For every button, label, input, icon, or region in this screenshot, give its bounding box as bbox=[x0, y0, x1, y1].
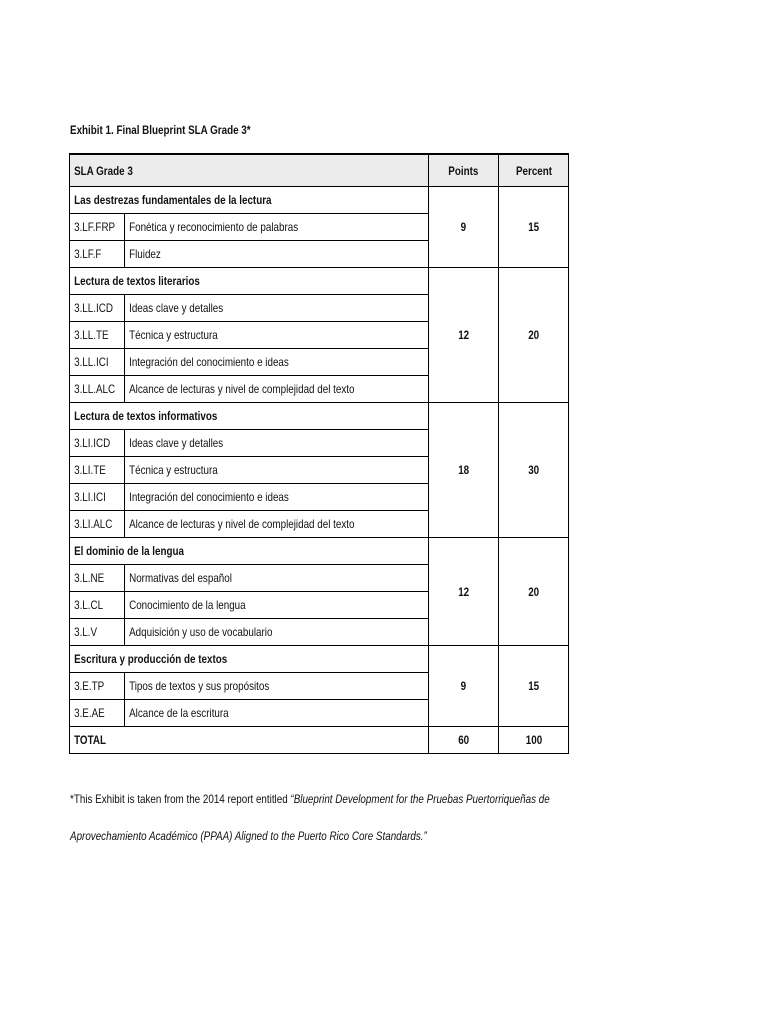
total-percent: 100 bbox=[499, 727, 569, 754]
group-title: Las destrezas fundamentales de la lectura bbox=[70, 187, 429, 214]
header-row bbox=[70, 154, 569, 187]
standard-description: Ideas clave y detalles bbox=[125, 430, 429, 457]
standard-description: Alcance de lecturas y nivel de complejidad del texto bbox=[125, 511, 429, 538]
header-sla-grade: SLA Grade 3 bbox=[70, 154, 429, 187]
footnote-title-part1: “Blueprint Development for the Pruebas Puertorriqueñas de bbox=[290, 792, 550, 806]
standard-code: 3.E.AE bbox=[70, 700, 125, 727]
standard-code: 3.LI.ICI bbox=[70, 484, 125, 511]
standard-code: 3.LF.F bbox=[70, 241, 125, 268]
group-points: 12 bbox=[429, 538, 499, 646]
group-row bbox=[70, 646, 569, 673]
header-percent: Percent bbox=[499, 154, 569, 187]
standard-description: Alcance de la escritura bbox=[125, 700, 429, 727]
group-percent: 15 bbox=[499, 187, 569, 268]
standard-code: 3.LL.ICD bbox=[70, 295, 125, 322]
footnote-prefix: *This Exhibit is taken from the 2014 report entitled bbox=[70, 792, 291, 806]
group-points: 9 bbox=[429, 187, 499, 268]
standard-description: Integración del conocimiento e ideas bbox=[125, 349, 429, 376]
group-row bbox=[70, 403, 569, 430]
total-points: 60 bbox=[429, 727, 499, 754]
group-points: 18 bbox=[429, 403, 499, 538]
group-title: Lectura de textos informativos bbox=[70, 403, 429, 430]
group-points: 9 bbox=[429, 646, 499, 727]
standard-code: 3.L.V bbox=[70, 619, 125, 646]
standard-code: 3.E.TP bbox=[70, 673, 125, 700]
standard-description: Fluidez bbox=[125, 241, 429, 268]
group-row bbox=[70, 538, 569, 565]
exhibit-title: Exhibit 1. Final Blueprint SLA Grade 3* bbox=[70, 123, 251, 137]
group-row bbox=[70, 187, 569, 214]
standard-description: Técnica y estructura bbox=[125, 322, 429, 349]
standard-description: Integración del conocimiento e ideas bbox=[125, 484, 429, 511]
standard-code: 3.LI.TE bbox=[70, 457, 125, 484]
standard-code: 3.LL.ICI bbox=[70, 349, 125, 376]
standard-description: Fonética y reconocimiento de palabras bbox=[125, 214, 429, 241]
header-points: Points bbox=[429, 154, 499, 187]
standard-code: 3.LL.TE bbox=[70, 322, 125, 349]
standard-description: Normativas del español bbox=[125, 565, 429, 592]
standard-code: 3.LL.ALC bbox=[70, 376, 125, 403]
standard-description: Adquisición y uso de vocabulario bbox=[125, 619, 429, 646]
footnote-title-part2: Aprovechamiento Académico (PPAA) Aligned to the Puerto Rico Core Standards.” bbox=[70, 829, 427, 843]
standard-code: 3.LI.ALC bbox=[70, 511, 125, 538]
blueprint-table bbox=[69, 153, 569, 754]
group-percent: 20 bbox=[499, 538, 569, 646]
standard-description: Alcance de lecturas y nivel de complejidad del texto bbox=[125, 376, 429, 403]
group-title: Escritura y producción de textos bbox=[70, 646, 429, 673]
standard-description: Tipos de textos y sus propósitos bbox=[125, 673, 429, 700]
standard-description: Técnica y estructura bbox=[125, 457, 429, 484]
total-row bbox=[70, 727, 569, 754]
standard-code: 3.LI.ICD bbox=[70, 430, 125, 457]
table-body bbox=[70, 187, 569, 754]
group-percent: 15 bbox=[499, 646, 569, 727]
footnote-line-2 bbox=[70, 829, 427, 843]
standard-code: 3.L.NE bbox=[70, 565, 125, 592]
group-title: Lectura de textos literarios bbox=[70, 268, 429, 295]
standard-description: Conocimiento de la lengua bbox=[125, 592, 429, 619]
standard-description: Ideas clave y detalles bbox=[125, 295, 429, 322]
group-percent: 20 bbox=[499, 268, 569, 403]
group-row bbox=[70, 268, 569, 295]
group-points: 12 bbox=[429, 268, 499, 403]
group-title: El dominio de la lengua bbox=[70, 538, 429, 565]
standard-code: 3.LF.FRP bbox=[70, 214, 125, 241]
footnote-line-1 bbox=[70, 792, 550, 806]
standard-code: 3.L.CL bbox=[70, 592, 125, 619]
total-label: TOTAL bbox=[70, 727, 429, 754]
group-percent: 30 bbox=[499, 403, 569, 538]
